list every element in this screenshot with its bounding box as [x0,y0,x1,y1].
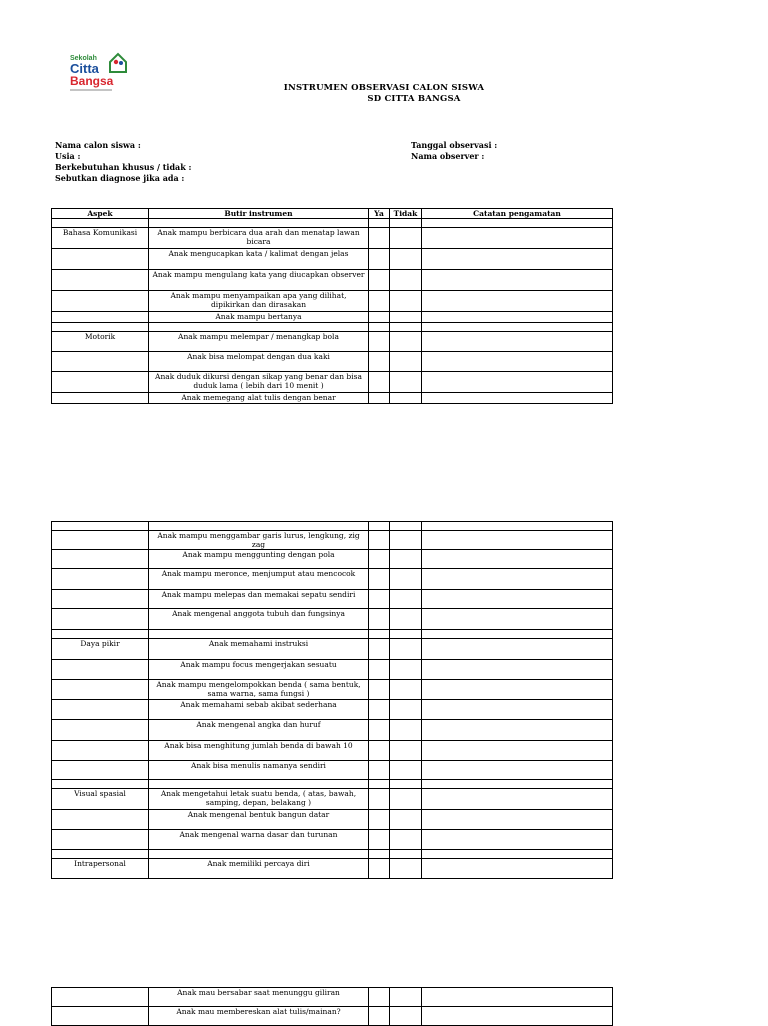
tidak-cell [390,550,422,569]
tidak-cell [390,372,422,393]
fields-right [411,140,497,162]
ya-cell [369,522,390,531]
aspek-cell [52,372,149,393]
ya-cell [369,720,390,741]
ya-cell [369,249,390,270]
item-cell: Anak mengenal anggota tubuh dan fungsinya [149,609,369,630]
item-cell: Anak bisa menulis namanya sendiri [149,761,369,780]
ya-cell [369,741,390,761]
table-row [52,270,613,291]
ya-cell [369,789,390,810]
ya-cell [369,323,390,332]
tidak-cell [390,700,422,720]
catatan-cell [422,639,613,660]
table-row [52,639,613,660]
tidak-cell [390,761,422,780]
title-line-1: INSTRUMEN OBSERVASI CALON SISWA [283,83,485,93]
catatan-cell [422,609,613,630]
item-cell [149,780,369,789]
observation-table-3 [51,987,613,1026]
ya-cell [369,780,390,789]
table-row [52,660,613,680]
aspek-cell [52,531,149,550]
field-diagnose: Sebutkan diagnose jika ada : [55,173,185,183]
table-row [52,372,613,393]
aspek-cell [52,810,149,830]
item-cell: Anak mampu mengelompokkan benda ( sama bentuk, sama warna, sama fungsi ) [149,680,369,700]
item-cell: Anak memahami instruksi [149,639,369,660]
tidak-cell [390,660,422,680]
col-aspek: Aspek [52,209,149,219]
catatan-cell [422,720,613,741]
catatan-cell [422,219,613,228]
item-cell [149,323,369,332]
tidak-cell [390,312,422,323]
item-cell: Anak mau membereskan alat tulis/mainan? [149,1007,369,1026]
aspek-cell [52,393,149,404]
item-cell: Anak memahami sebab akibat sederhana [149,700,369,720]
ya-cell [369,1007,390,1026]
table-row [52,393,613,404]
aspek-cell [52,291,149,312]
catatan-cell [422,1007,613,1026]
item-cell: Anak bisa melompat dengan dua kaki [149,352,369,372]
tidak-cell [390,609,422,630]
aspek-cell [52,1007,149,1026]
ya-cell [369,569,390,590]
tidak-cell [390,988,422,1007]
item-cell: Anak mampu focus mengerjakan sesuatu [149,660,369,680]
item-cell: Anak mengenal angka dan huruf [149,720,369,741]
aspek-cell [52,780,149,789]
tidak-cell [390,680,422,700]
svg-text:Citta: Citta [70,61,99,76]
table-row [52,312,613,323]
table-row [52,720,613,741]
item-cell [149,219,369,228]
ya-cell [369,830,390,850]
catatan-cell [422,789,613,810]
item-cell: Anak mengucapkan kata / kalimat dengan jelas [149,249,369,270]
catatan-cell [422,550,613,569]
item-cell [149,630,369,639]
svg-text:Sekolah: Sekolah [70,55,97,62]
tidak-cell [390,590,422,609]
catatan-cell [422,590,613,609]
item-cell [149,522,369,531]
observation-table-1 [51,208,613,404]
ya-cell [369,372,390,393]
ya-cell [369,219,390,228]
aspek-cell [52,550,149,569]
tidak-cell [390,332,422,352]
tidak-cell [390,830,422,850]
table-row [52,630,613,639]
tidak-cell [390,393,422,404]
ya-cell [369,859,390,879]
table-row [52,830,613,850]
col-tidak: Tidak [390,209,422,219]
col-catatan: Catatan pengamatan [422,209,613,219]
catatan-cell [422,569,613,590]
table-row [52,680,613,700]
aspek-cell [52,312,149,323]
aspek-cell [52,352,149,372]
aspek-cell [52,249,149,270]
item-cell: Anak mau bersabar saat menunggu giliran [149,988,369,1007]
ya-cell [369,590,390,609]
catatan-cell [422,680,613,700]
field-observer: Nama observer : [411,151,485,161]
tidak-cell [390,741,422,761]
tidak-cell [390,1007,422,1026]
tidak-cell [390,228,422,249]
table-row [52,531,613,550]
aspek-cell [52,219,149,228]
aspek-cell: Motorik [52,332,149,352]
catatan-cell [422,249,613,270]
aspek-cell: Visual spasial [52,789,149,810]
aspek-cell [52,850,149,859]
table-row [52,850,613,859]
tidak-cell [390,639,422,660]
ya-cell [369,312,390,323]
ya-cell [369,393,390,404]
tidak-cell [390,789,422,810]
tidak-cell [390,531,422,550]
catatan-cell [422,323,613,332]
ya-cell [369,660,390,680]
ya-cell [369,332,390,352]
catatan-cell [422,660,613,680]
aspek-cell [52,988,149,1007]
aspek-cell [52,590,149,609]
catatan-cell [422,522,613,531]
catatan-cell [422,372,613,393]
table-row [52,810,613,830]
item-cell: Anak memiliki percaya diri [149,859,369,879]
catatan-cell [422,810,613,830]
ya-cell [369,680,390,700]
catatan-cell [422,741,613,761]
ya-cell [369,291,390,312]
item-cell: Anak duduk dikursi dengan sikap yang benar dan bisa duduk lama ( lebih dari 10 menit ) [149,372,369,393]
tidak-cell [390,780,422,789]
table-row [52,859,613,879]
aspek-cell [52,660,149,680]
item-cell: Anak mampu menggambar garis lurus, lengkung, zig zag [149,531,369,550]
item-cell: Anak mampu mengulang kata yang diucapkan observer [149,270,369,291]
item-cell: Anak mampu melepas dan memakai sepatu sendiri [149,590,369,609]
aspek-cell [52,609,149,630]
catatan-cell [422,393,613,404]
catatan-cell [422,780,613,789]
item-cell: Anak mampu melempar / menangkap bola [149,332,369,352]
aspek-cell: Bahasa Komunikasi [52,228,149,249]
table-row [52,323,613,332]
tidak-cell [390,249,422,270]
table-row [52,988,613,1007]
tidak-cell [390,720,422,741]
tidak-cell [390,352,422,372]
table-header-row [52,209,613,219]
fields-left [55,140,192,184]
item-cell: Anak mampu berbicara dua arah dan menatap lawan bicara [149,228,369,249]
catatan-cell [422,850,613,859]
aspek-cell [52,569,149,590]
table-row [52,590,613,609]
catatan-cell [422,270,613,291]
col-butir: Butir instrumen [149,209,369,219]
aspek-cell [52,323,149,332]
tidak-cell [390,522,422,531]
table-row [52,332,613,352]
ya-cell [369,639,390,660]
table-row [52,700,613,720]
catatan-cell [422,700,613,720]
table-row [52,609,613,630]
tidak-cell [390,323,422,332]
aspek-cell [52,680,149,700]
catatan-cell [422,332,613,352]
item-cell: Anak mampu menggunting dengan pola [149,550,369,569]
item-cell: Anak bisa menghitung jumlah benda di bawah 10 [149,741,369,761]
catatan-cell [422,531,613,550]
ya-cell [369,630,390,639]
item-cell: Anak mampu meronce, menjumput atau mencocok [149,569,369,590]
catatan-cell [422,859,613,879]
tidak-cell [390,291,422,312]
table-row [52,780,613,789]
tidak-cell [390,270,422,291]
item-cell: Anak mengenal warna dasar dan turunan [149,830,369,850]
ya-cell [369,550,390,569]
item-cell: Anak memegang alat tulis dengan benar [149,393,369,404]
table-row [52,741,613,761]
catatan-cell [422,630,613,639]
ya-cell [369,810,390,830]
tidak-cell [390,859,422,879]
table-row [52,219,613,228]
catatan-cell [422,761,613,780]
table-row [52,249,613,270]
aspek-cell [52,830,149,850]
ya-cell [369,531,390,550]
tidak-cell [390,850,422,859]
item-cell: Anak mengetahui letak suatu benda, ( atas, bawah, samping, depan, belakang ) [149,789,369,810]
aspek-cell: Daya pikir [52,639,149,660]
tidak-cell [390,630,422,639]
aspek-cell [52,720,149,741]
table-row [52,352,613,372]
item-cell: Anak mengenal bentuk bangun datar [149,810,369,830]
catatan-cell [422,988,613,1007]
aspek-cell [52,700,149,720]
ya-cell [369,228,390,249]
table-row [52,1007,613,1026]
table-row [52,569,613,590]
field-nama: Nama calon siswa : [55,140,141,150]
col-ya: Ya [369,209,390,219]
aspek-cell [52,741,149,761]
field-usia: Usia : [55,151,81,161]
ya-cell [369,352,390,372]
catatan-cell [422,352,613,372]
aspek-cell [52,522,149,531]
ya-cell [369,850,390,859]
catatan-cell [422,312,613,323]
table-row [52,228,613,249]
table-row [52,789,613,810]
table-row [52,522,613,531]
aspek-cell [52,270,149,291]
field-berkebutuhan: Berkebutuhan khusus / tidak : [55,162,192,172]
tidak-cell [390,569,422,590]
tidak-cell [390,219,422,228]
title-line-2: SD CITTA BANGSA [367,94,461,104]
observation-table-2 [51,521,613,879]
table-row [52,550,613,569]
aspek-cell [52,761,149,780]
catatan-cell [422,228,613,249]
table-row [52,291,613,312]
item-cell [149,850,369,859]
tidak-cell [390,810,422,830]
item-cell: Anak mampu bertanya [149,312,369,323]
ya-cell [369,609,390,630]
catatan-cell [422,291,613,312]
catatan-cell [422,830,613,850]
table-row [52,761,613,780]
item-cell: Anak mampu menyampaikan apa yang dilihat, dipikirkan dan dirasakan [149,291,369,312]
ya-cell [369,270,390,291]
aspek-cell: Intrapersonal [52,859,149,879]
ya-cell [369,700,390,720]
aspek-cell [52,630,149,639]
ya-cell [369,988,390,1007]
field-tanggal: Tanggal observasi : [411,140,498,150]
ya-cell [369,761,390,780]
svg-text:Bangsa: Bangsa [70,74,114,88]
